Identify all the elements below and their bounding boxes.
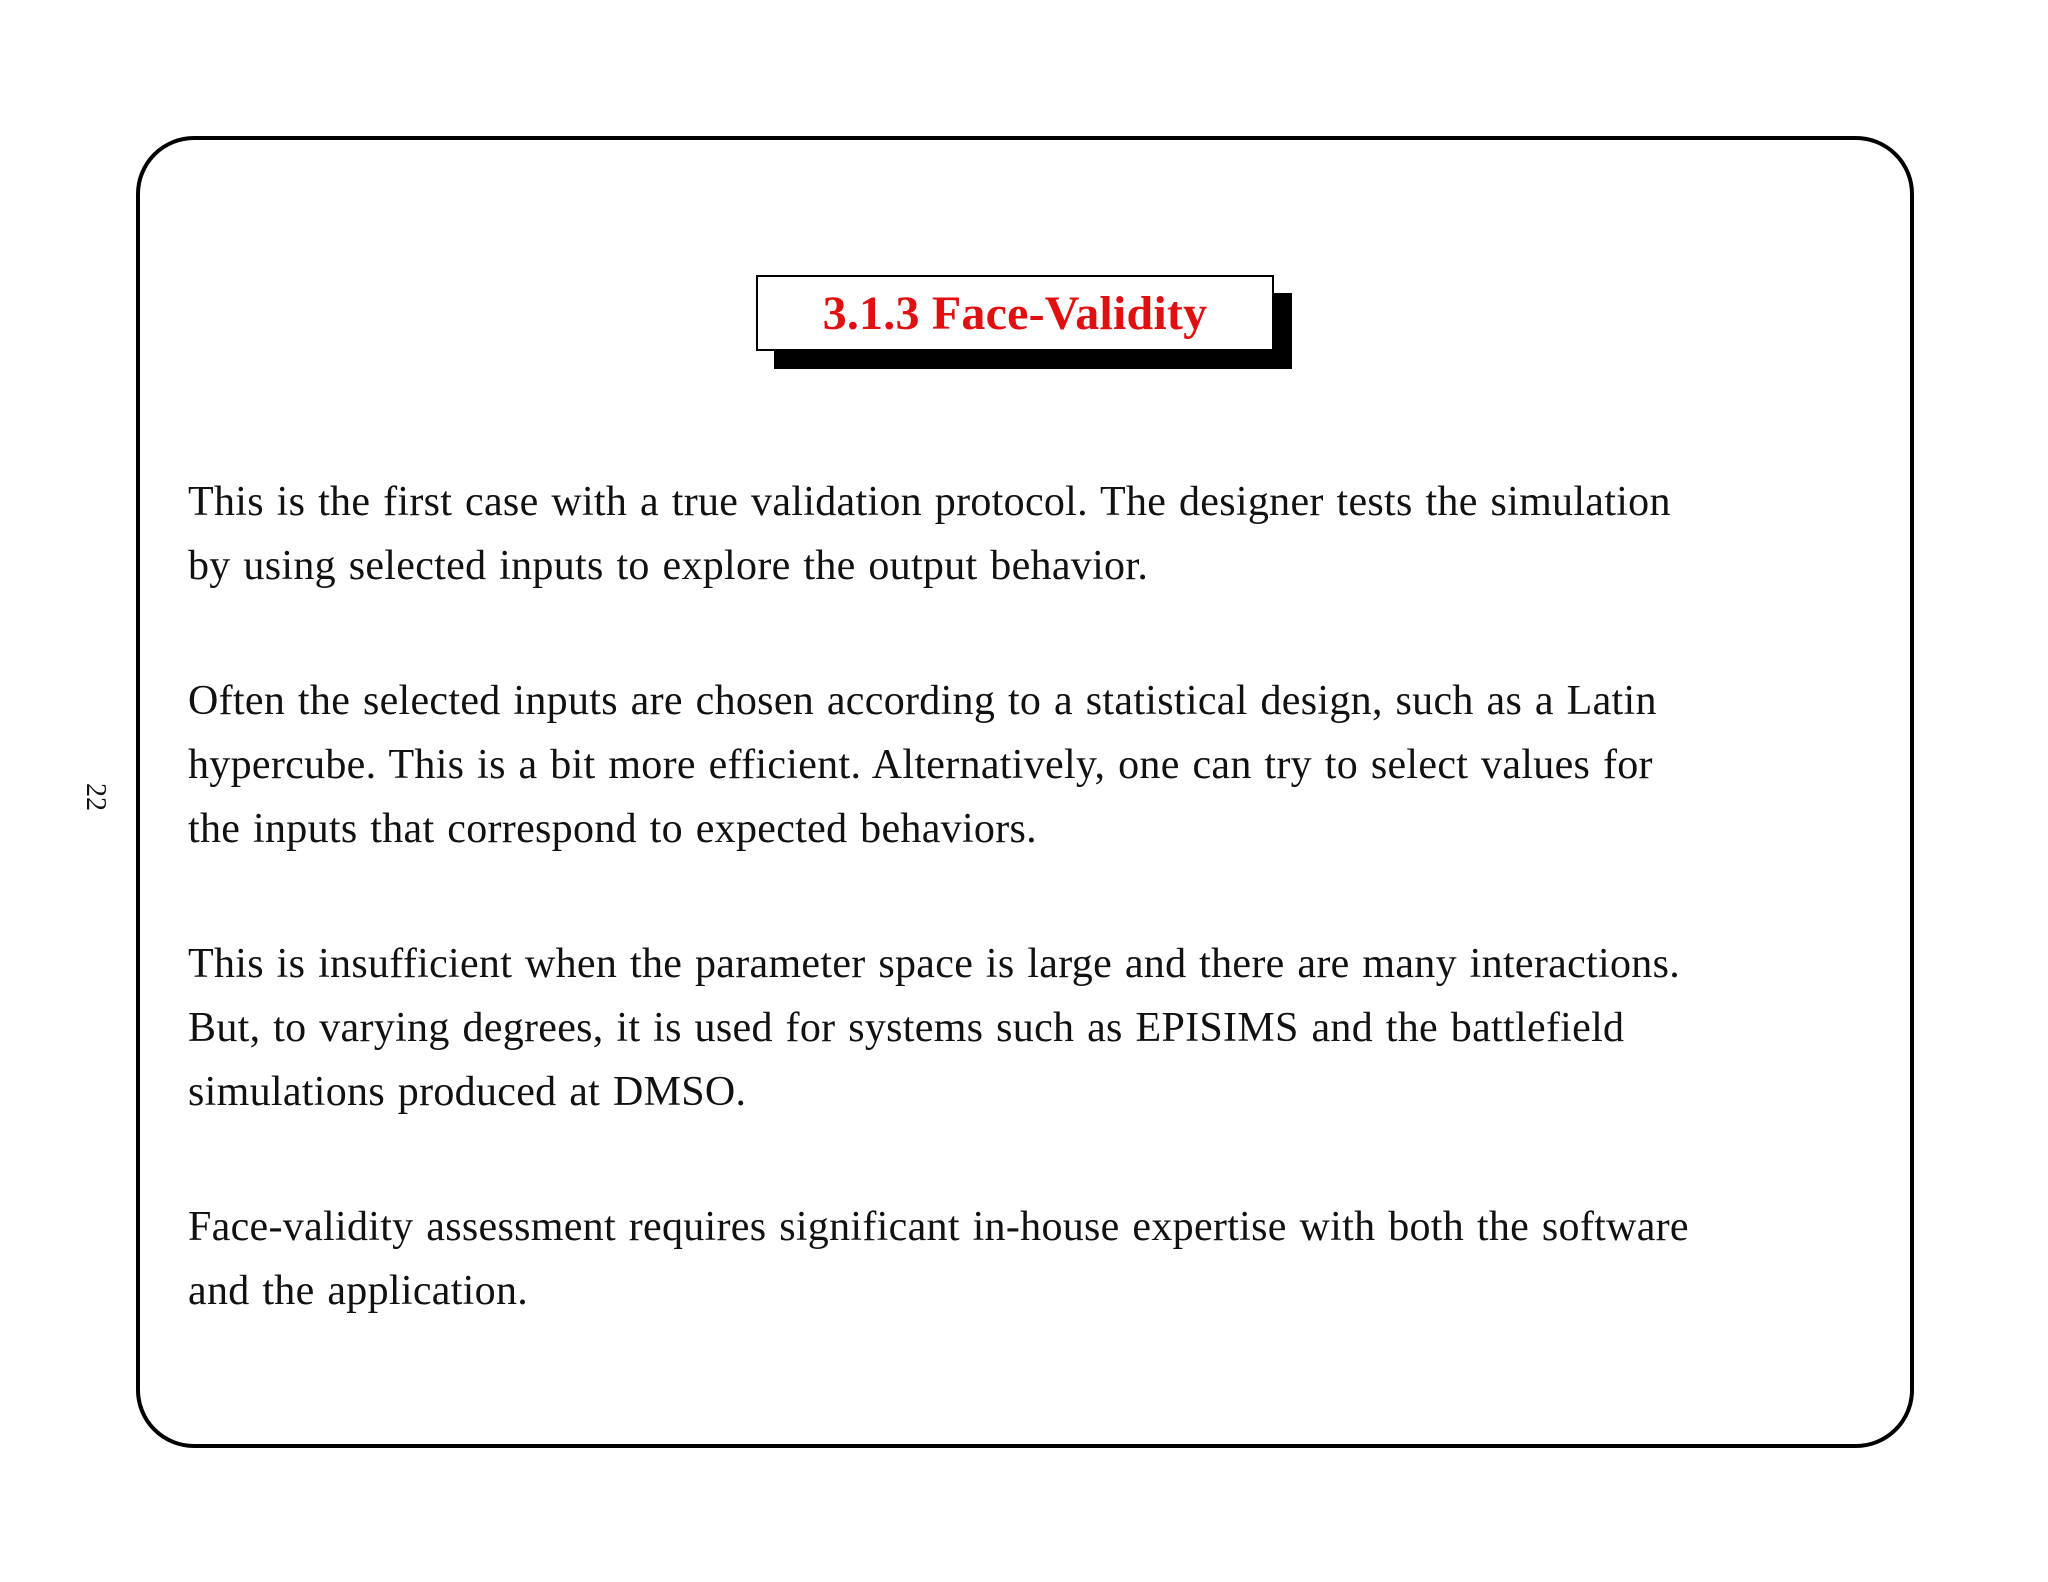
text-line: hypercube. This is a bit more efficient. Alternatively, one can try to select values for — [188, 742, 1653, 788]
text-line: Often the selected inputs are chosen according to a statistical design, such as a Latin — [188, 678, 1657, 724]
paragraph-4 — [188, 1195, 1878, 1323]
paragraph-1 — [188, 470, 1878, 598]
slide-title: 3.1.3 Face-Validity — [756, 275, 1274, 351]
text-line: But, to varying degrees, it is used for systems such as EPISIMS and the battlefield — [188, 1005, 1625, 1051]
text-line: the inputs that correspond to expected behaviors. — [188, 806, 1037, 852]
slide-title-container — [756, 275, 1274, 351]
text-line: and the application. — [188, 1268, 529, 1314]
text-line: This is insufficient when the parameter space is large and there are many interactions. — [188, 941, 1681, 987]
text-line: simulations produced at DMSO. — [188, 1069, 747, 1115]
text-line: by using selected inputs to explore the output behavior. — [188, 543, 1149, 589]
page-number: 22 — [80, 783, 111, 811]
text-line: Face-validity assessment requires significant in-house expertise with both the software — [188, 1204, 1689, 1250]
text-line: This is the first case with a true validation protocol. The designer tests the simulation — [188, 479, 1671, 525]
slide-body — [188, 470, 1878, 1394]
paragraph-2 — [188, 669, 1878, 861]
paragraph-3 — [188, 932, 1878, 1124]
